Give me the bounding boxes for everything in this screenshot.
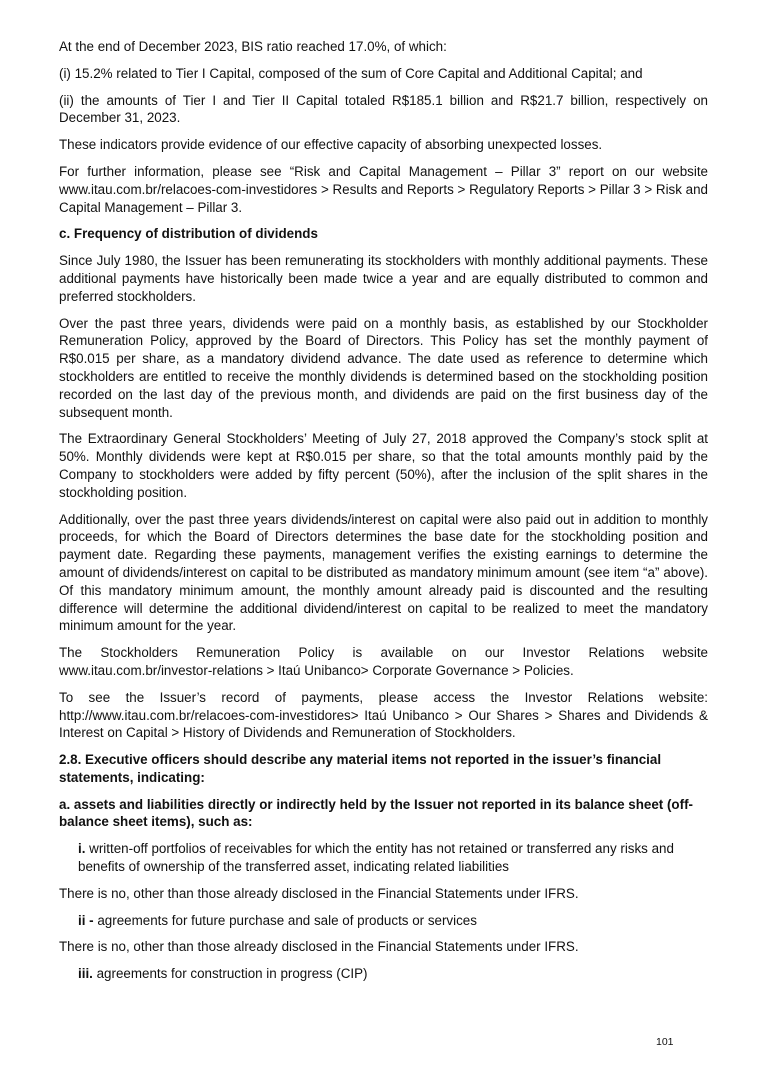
item-ii-label: ii -: [78, 912, 94, 928]
paragraph-since-1980: Since July 1980, the Issuer has been remunerating its stockholders with monthly additional payments. These additional payments have historically been made twice a year and are equally distributed to common and preferred stockholders.: [59, 253, 708, 304]
paragraph-remuneration-policy: The Stockholders Remuneration Policy is available on our Investor Relations website www.itau.com.br/investor-relations > Itaú Unibanco> Corporate Governance > Policies.: [59, 645, 708, 678]
item-i-text: written-off portfolios of receivables for which the entity has not retained or transferred any risks and benefits of ownership of the transferred asset, indicating related liabilities: [78, 841, 674, 875]
paragraph-bis-ratio: At the end of December 2023, BIS ratio reached 17.0%, of which:: [59, 39, 447, 54]
paragraph-monthly-basis: Over the past three years, dividends were paid on a monthly basis, as established by our Stockholder Remuneration Policy, approved by the Board of Directors. This Policy has set the monthly payment of R$0.015 per share, as a mandatory dividend advance. The date used as reference to determine which stockholders are entitled to receive the monthly dividends is determined based on the stockholding position recorded on the last day of the previous month, and dividends are paid on the first business day of the subsequent month.: [59, 315, 708, 420]
paragraph-there-is-no-1: There is no, other than those already disclosed in the Financial Statements under IFRS.: [59, 885, 579, 901]
paragraph-tier-amounts: (ii) the amounts of Tier I and Tier II Capital totaled R$185.1 billion and R$21.7 billion, respectively on December 31, 2023.: [59, 92, 708, 126]
paragraph-further-info: For further information, please see “Risk and Capital Management – Pillar 3” report on our website www.itau.com.br/relacoes-com-investidores > Results and Reports > Regulatory Reports > Pillar 3 > Risk and Capital Management – Pillar 3.: [59, 163, 708, 215]
heading-2-8: 2.8. Executive officers should describe any material items not reported in the issuer’s financial statements, indicating:: [59, 752, 662, 785]
item-iii: [59, 965, 708, 983]
document-page: [59, 38, 708, 992]
heading-off-balance: a. assets and liabilities directly or indirectly held by the Issuer not reported in its balance sheet (off-balance sheet items), such as:: [59, 796, 693, 830]
paragraph-indicators: These indicators provide evidence of our effective capacity of absorbing unexpected losses.: [59, 137, 603, 153]
item-i-label: i.: [78, 841, 86, 857]
page-number: 101: [656, 1036, 674, 1048]
paragraph-additionally: Additionally, over the past three years dividends/interest on capital were also paid out in addition to monthly proceeds, for which the Board of Directors determines the base date for the stockholding position and payment date. Regarding these payments, management verifies the existing earnings to determine the amount of dividends/interest on capital to be distributed as mandatory minimum amount (see item “a” above). Of this mandatory minimum amount, the monthly amount already paid is discounted and the resulting difference will determine the additional dividend/interest on capital to be realized to meet the mandatory minimum amount for the year.: [59, 511, 708, 634]
item-iii-label: iii.: [78, 966, 93, 982]
paragraph-record-payments: To see the Issuer’s record of payments, please access the Investor Relations website: http://www.itau.com.br/relacoes-com-investidores> Itaú Unibanco > Our Shares > Shares and Dividends & Interest on Capital > History of Dividends and Remuneration of Stockholders.: [59, 689, 708, 741]
item-ii: [59, 912, 708, 930]
item-i: [59, 840, 708, 876]
paragraph-tier1: (i) 15.2% related to Tier I Capital, composed of the sum of Core Capital and Additional Capital; and: [59, 65, 643, 81]
paragraph-there-is-no-2: There is no, other than those already disclosed in the Financial Statements under IFRS.: [59, 939, 579, 955]
item-iii-text: agreements for construction in progress (CIP): [92, 966, 368, 982]
item-ii-text: agreements for future purchase and sale of products or services: [93, 912, 477, 928]
heading-frequency-dividends: c. Frequency of distribution of dividends: [59, 226, 318, 242]
paragraph-stock-split: The Extraordinary General Stockholders’ Meeting of July 27, 2018 approved the Company’s stock split at 50%. Monthly dividends were kept at R$0.015 per share, so that the total amounts monthly paid by the Company to stockholders were added by fifty percent (50%), after the inclusion of the split shares in the stockholding position.: [59, 431, 708, 500]
